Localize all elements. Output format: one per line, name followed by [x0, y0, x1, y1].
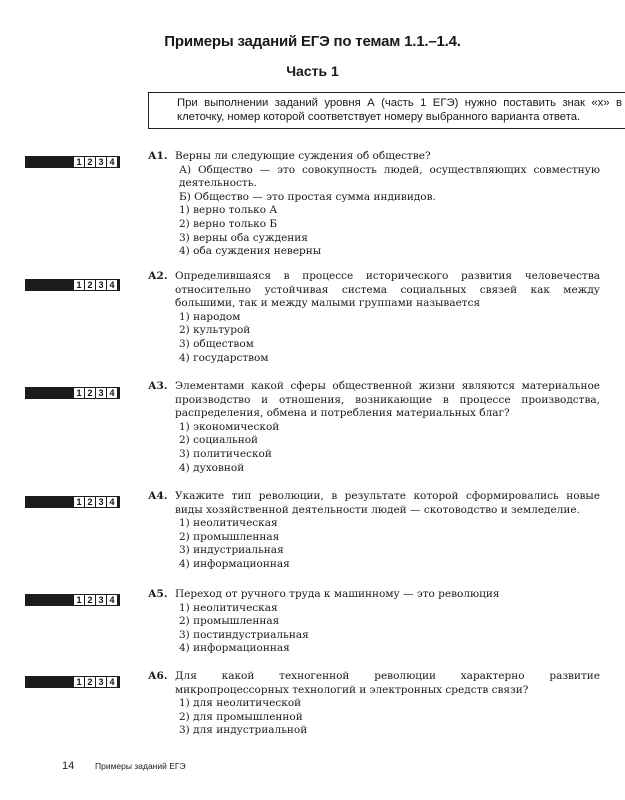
question-body — [175, 380, 600, 475]
answer-option: 4) духовной — [179, 461, 245, 474]
answer-cell-1[interactable]: 1 — [74, 280, 84, 290]
part-title: Часть 1 — [286, 63, 339, 79]
question-body — [175, 588, 600, 656]
answer-box — [25, 594, 120, 606]
answer-option: 4) информационная — [179, 557, 290, 570]
answer-cell-1[interactable]: 1 — [74, 595, 84, 605]
question-body — [175, 670, 600, 738]
answer-option: 4) государством — [179, 351, 269, 364]
instruction-box: При выполнении заданий уровня А (часть 1 ЕГЭ) нужно поставить знак «х» в клеточку, номер которой соответствует номеру выбранного варианта ответа. — [148, 92, 625, 129]
answer-option: 1) народом — [179, 310, 241, 323]
answer-option: 3) индустриальная — [179, 544, 284, 557]
answer-cell-3[interactable]: 3 — [96, 677, 106, 687]
answer-option: 1) неолитическая — [179, 517, 278, 530]
answer-option: 1) для неолитической — [179, 697, 302, 710]
answer-cell-1[interactable]: 1 — [74, 497, 84, 507]
answer-cell-4[interactable]: 4 — [107, 388, 117, 398]
answer-box — [25, 279, 120, 291]
answer-option: 3) верны оба суждения — [179, 231, 308, 244]
question-text: Определившаяся в процессе исторического развития человечества относительно устойчивая система социальных связей как между большими, так и между малыми группами называется — [175, 270, 600, 310]
question-body — [175, 150, 600, 259]
question-label: А3. — [148, 380, 168, 392]
answer-option: 3) обществом — [179, 337, 254, 350]
answer-cell-3[interactable]: 3 — [96, 497, 106, 507]
question-label: А5. — [148, 588, 168, 600]
question-text: Элементами какой сферы общественной жизни являются материальное производство и отношения, возникающие в процессе производства, распределения, обмена и потребления материальных благ? — [175, 380, 600, 420]
answer-option: 2) промышленная — [179, 530, 280, 543]
answer-option: 3) постиндустриальная — [179, 628, 309, 641]
question-body — [175, 490, 600, 572]
answer-cell-2[interactable]: 2 — [85, 280, 95, 290]
question-text: Укажите тип революции, в результате которой сформировались новые виды хозяйственной деятельности людей — скотоводство и земледелие. — [175, 490, 600, 516]
question-body — [175, 270, 600, 365]
answer-option: 3) политической — [179, 447, 272, 460]
page-number: 14 — [62, 760, 75, 772]
answer-option: 2) промышленная — [179, 615, 280, 628]
answer-option: 4) информационная — [179, 642, 290, 655]
running-title: Примеры заданий ЕГЭ — [95, 761, 186, 771]
question-text: Переход от ручного труда к машинному — это революция — [175, 588, 500, 600]
answer-cell-3[interactable]: 3 — [96, 157, 106, 167]
question-label: А2. — [148, 270, 168, 282]
answer-cell-2[interactable]: 2 — [85, 497, 95, 507]
page-title: Примеры заданий ЕГЭ по темам 1.1.–1.4. — [164, 33, 461, 50]
answer-option: 2) социальной — [179, 434, 259, 447]
answer-option: 2) верно только Б — [179, 217, 278, 230]
question-label: А6. — [148, 670, 168, 682]
answer-cell-4[interactable]: 4 — [107, 497, 117, 507]
question-statement: Б) Общество — это простая сумма индивидов. — [179, 190, 436, 203]
answer-cell-3[interactable]: 3 — [96, 280, 106, 290]
answer-box — [25, 496, 120, 508]
answer-cell-3[interactable]: 3 — [96, 595, 106, 605]
answer-cell-2[interactable]: 2 — [85, 677, 95, 687]
answer-cell-4[interactable]: 4 — [107, 280, 117, 290]
answer-cell-4[interactable]: 4 — [107, 595, 117, 605]
question-statement: А) Общество — это совокупность людей, осуществляющих совместную деятельность. — [179, 163, 600, 190]
answer-option: 4) оба суждения неверны — [179, 245, 322, 258]
answer-box — [25, 156, 120, 168]
answer-cell-1[interactable]: 1 — [74, 388, 84, 398]
answer-option: 3) для индустриальной — [179, 724, 308, 737]
answer-cell-3[interactable]: 3 — [96, 388, 106, 398]
answer-cell-2[interactable]: 2 — [85, 157, 95, 167]
question-text: Для какой техногенной революции характерно развитие микропроцессорных технологий и электронных средств связи? — [175, 670, 600, 696]
answer-option: 1) верно только А — [179, 204, 278, 217]
answer-option: 2) для промышленной — [179, 710, 303, 723]
question-text: Верны ли следующие суждения об обществе? — [175, 150, 431, 162]
answer-box — [25, 387, 120, 399]
answer-cell-1[interactable]: 1 — [74, 677, 84, 687]
answer-box — [25, 676, 120, 688]
question-label: А4. — [148, 490, 168, 502]
question-label: А1. — [148, 150, 168, 162]
answer-cell-4[interactable]: 4 — [107, 157, 117, 167]
answer-cell-1[interactable]: 1 — [74, 157, 84, 167]
answer-option: 1) экономической — [179, 420, 280, 433]
answer-cell-4[interactable]: 4 — [107, 677, 117, 687]
answer-option: 2) культурой — [179, 324, 251, 337]
answer-option: 1) неолитическая — [179, 601, 278, 614]
answer-cell-2[interactable]: 2 — [85, 388, 95, 398]
answer-cell-2[interactable]: 2 — [85, 595, 95, 605]
